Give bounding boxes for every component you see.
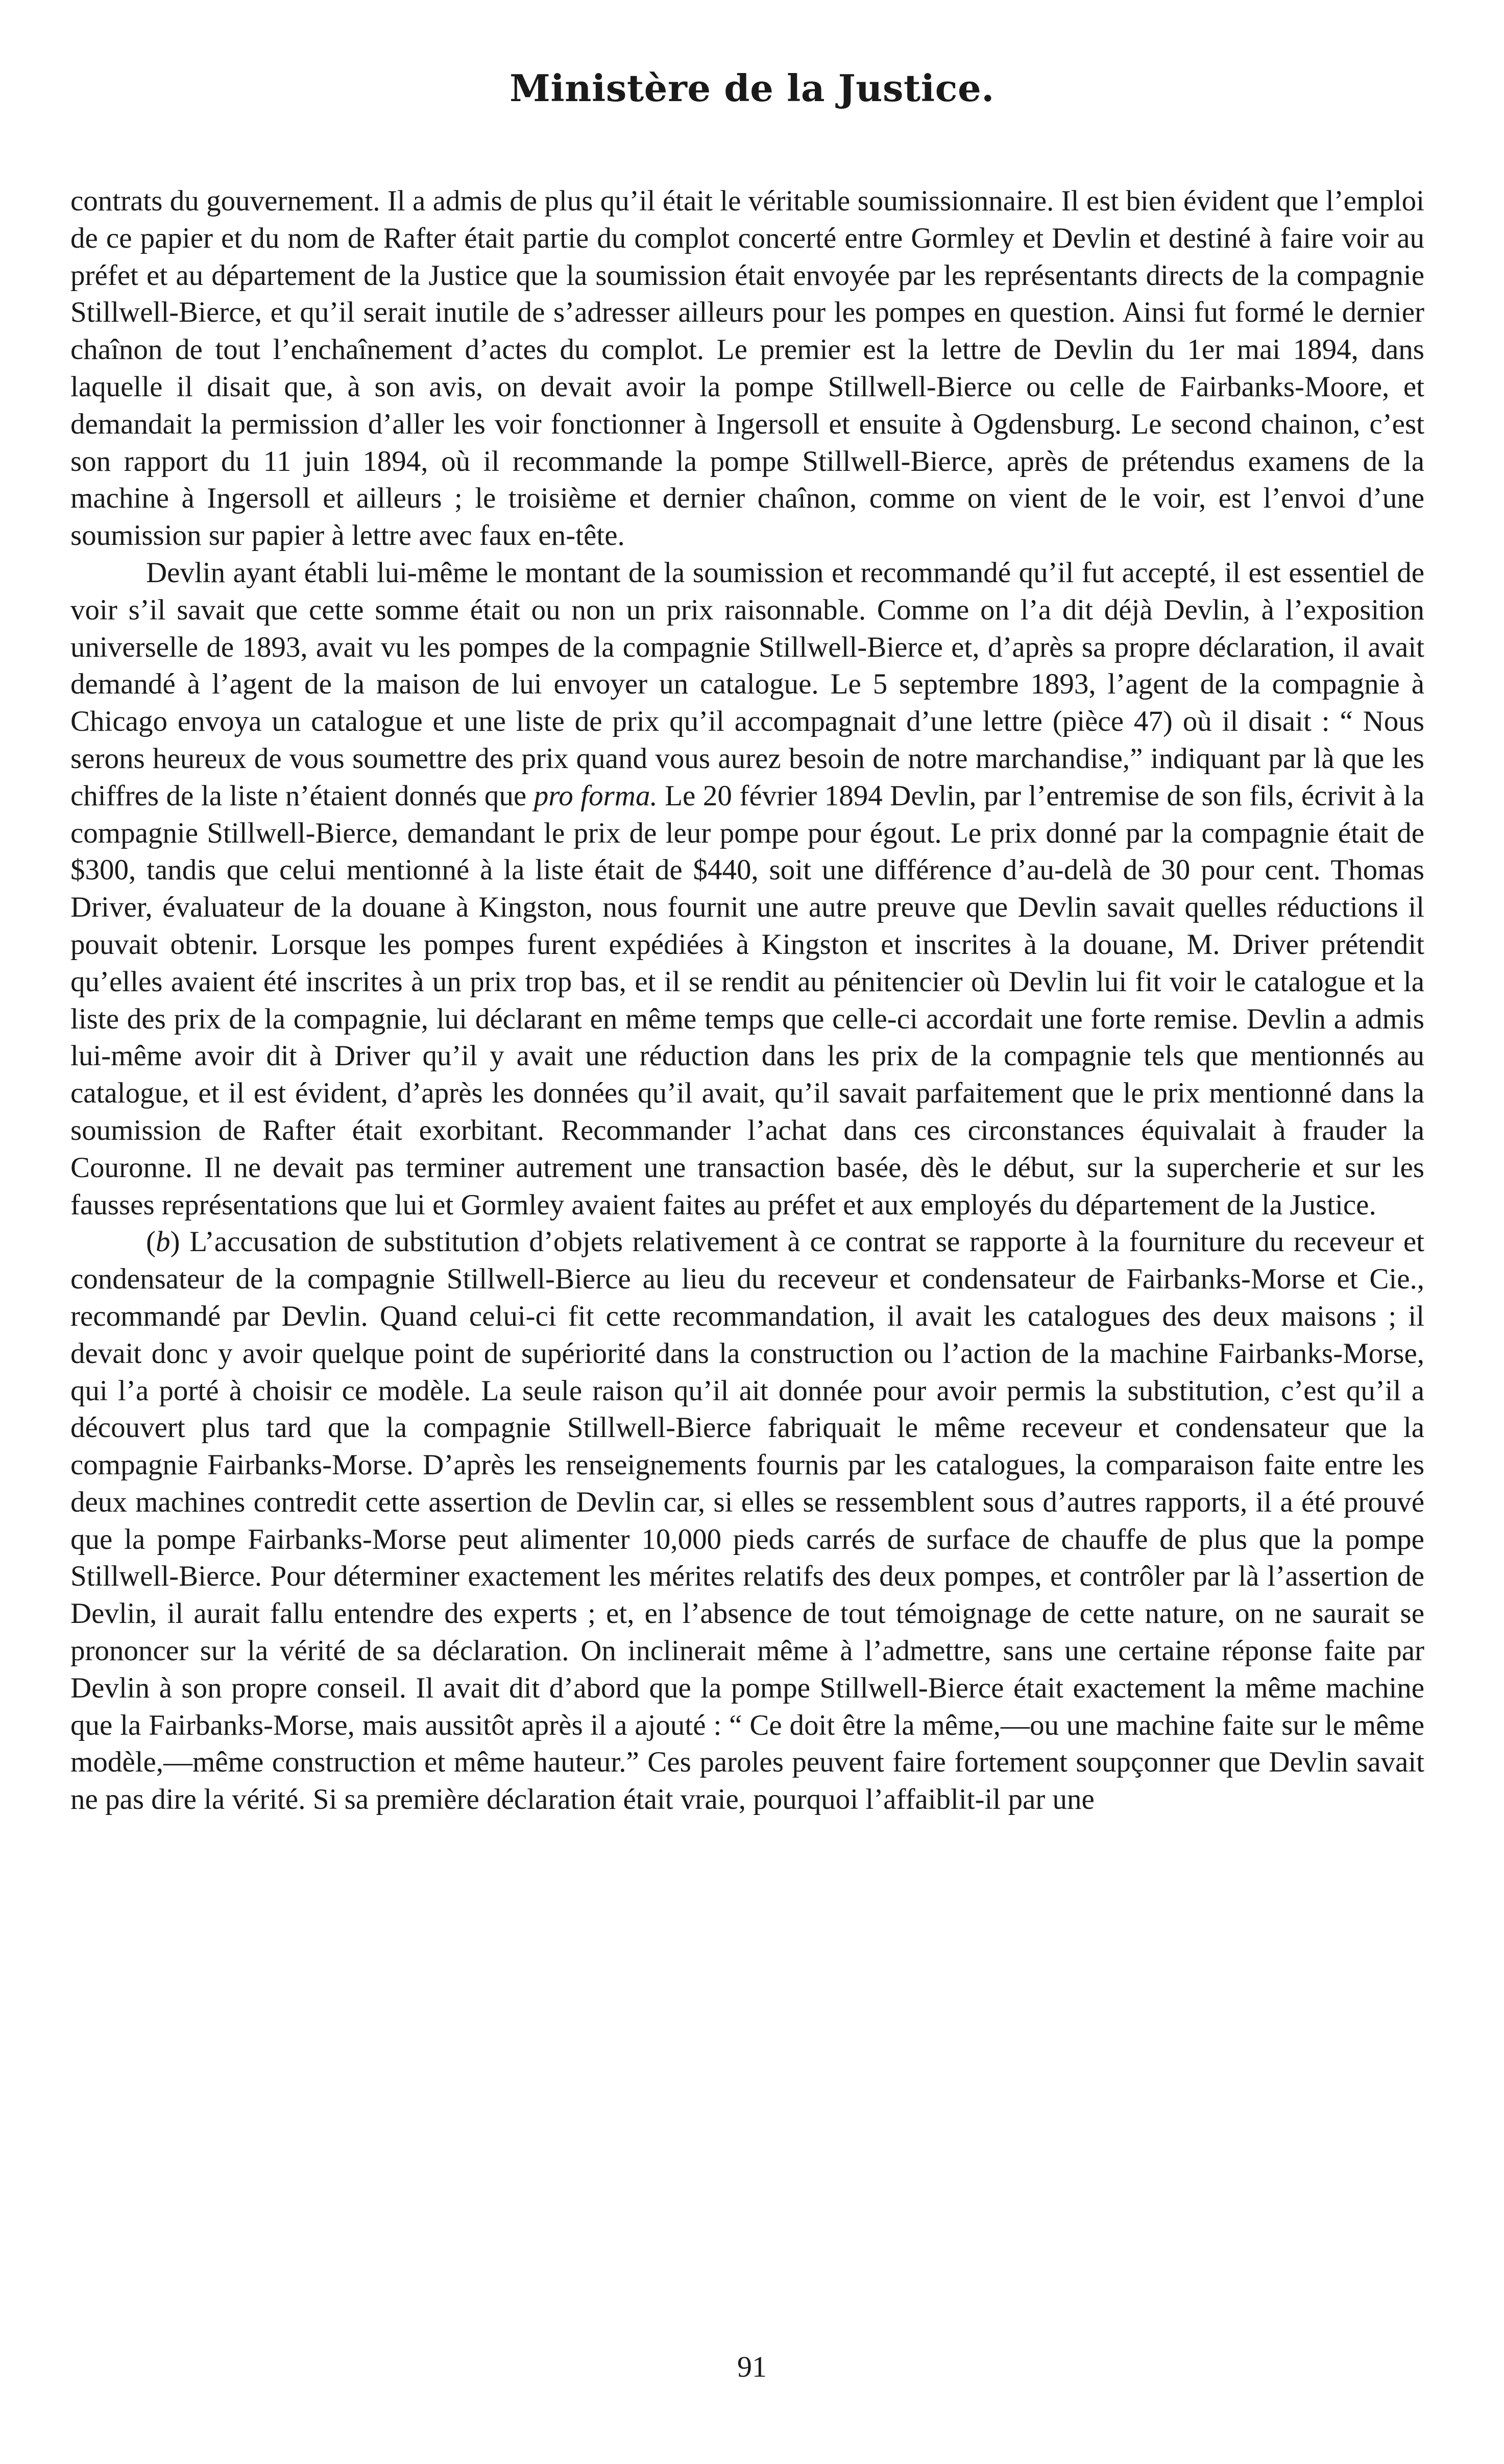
paragraph-2-text-a: Devlin ayant établi lui-même le montant de la soumission et recommandé qu’il fut accepté, il est essentiel de voir s’il savait que cette somme était ou non un prix raisonnable. Comme on l’a dit déjà Devlin, à l’exposition universelle de 1893, avait vu les pompes de la compagnie Stillwell-Bierce et, d’après sa propre déclaration, il avait demandé à l’agent de la maison de lui envoyer un catalogue. Le 5 septembre 1893, l’agent de la compagnie à Chicago envoya un catalogue et une liste de prix qu’il accompagnait d’une lettre (pièce 47) où il disait : “ Nous serons heureux de vous soumettre des prix quand vous aurez besoin de notre marchandise,” indiquant par là que les chiffres de la liste n’étaient donnés que (70, 556, 1424, 812)
page-title: Ministère de la Justice. (510, 66, 994, 110)
paragraph-3 (70, 1224, 1424, 1819)
paragraph-3-text: L’accusation de substitution d’objets relativement à ce contrat se rapporte à la fourniture du receveur et condensateur de la compagnie Stillwell-Bierce au lieu du receveur et condensateur de Fairbanks-Morse et Cie., recommandé par Devlin. Quand celui-ci fit cette recommandation, il avait les catalogues des deux maisons ; il devait donc y avoir quelque point de supériorité dans la construction ou l’action de la machine Fairbanks-Morse, qui l’a porté à choisir ce modèle. La seule raison qu’il ait donnée pour avoir permis la substitution, c’est qu’il a découvert plus tard que la compagnie Stillwell-Bierce fabriquait le même receveur et condensateur que la compagnie Fairbanks-Morse. D’après les renseignements fournis par les catalogues, la comparaison faite entre les deux machines contredit cette assertion de Devlin car, si elles se ressemblent sous d’autres rapports, il a été prouvé que la pompe Fairbanks-Morse peut alimenter 10,000 pieds carrés de surface de chauffe de plus que la pompe Stillwell-Bierce. Pour déterminer exactement les mérites relatifs des deux pompes, et contrôler par là l’assertion de Devlin, il aurait fallu entendre des experts ; et, en l’absence de tout témoignage de cette nature, on ne saurait se prononcer sur la vérité de sa déclaration. On inclinerait même à l’admettre, sans une certaine réponse faite par Devlin à son propre conseil. Il avait dit d’abord que la pompe Stillwell-Bierce était exactement la même machine que la Fairbanks-Morse, mais aussitôt après il a ajouté : “ Ce doit être la même,—ou une machine faite sur le même modèle,—même construction et même hauteur.” Ces paroles peuvent faire fortement soupçonner que Devlin savait ne pas dire la vérité. Si sa première déclaration était vraie, pourquoi l’affaiblit-il par une (70, 1226, 1425, 1816)
paragraph-2 (70, 555, 1424, 1224)
page-body (70, 183, 1424, 1819)
paragraph-3-marker: (b) (146, 1226, 180, 1258)
page-number: 91 (737, 2350, 767, 2383)
paragraph-2-text-b: Le 20 février 1894 Devlin, par l’entremise de son fils, écrivit à la compagnie Stillwell-Bierce, demandant le prix de leur pompe pour égout. Le prix donné par la compagnie était de $300, tandis que celui mentionné à la liste était de $440, soit une différence d’au-delà de 30 pour cent. Thomas Driver, évaluateur de la douane à Kingston, nous fournit une autre preuve que Devlin savait quelles réductions il pouvait obtenir. Lorsque les pompes furent expédiées à Kingston et inscrites à la douane, M. Driver prétendit qu’elles avaient été inscrites à un prix trop bas, et il se rendit au pénitencier où Devlin lui fit voir le catalogue et la liste des prix de la compagnie, lui déclarant en même temps que celle-ci accordait une forte remise. Devlin a admis lui-même avoir dit à Driver qu’il y avait une réduction dans les prix de la compagnie tels que mentionnés au catalogue, et il est évident, d’après les données qu’il avait, qu’il savait parfaitement que le prix mentionné dans la soumission de Rafter était exorbitant. Recommander l’achat dans ces circonstances équivalait à frauder la Couronne. Il ne devait pas terminer autrement une transaction basée, dès le début, sur la supercherie et sur les fausses représentations que lui et Gormley avaient faites au préfet et aux employés du département de la Justice. (70, 779, 1424, 1221)
paragraph-2-italic-term: pro forma. (533, 779, 658, 812)
paragraph-1: contrats du gouvernement. Il a admis de plus qu’il était le véritable soumissionnaire. Il est bien évident que l’emploi de ce papier et du nom de Rafter était partie du complot concerté entre Gormley et Devlin et destiné à faire voir au préfet et au département de la Justice que la soumission était envoyée par les représentants directs de la compagnie Stillwell-Bierce, et qu’il serait inutile de s’adresser ailleurs pour les pompes en question. Ainsi fut formé le dernier chaînon de tout l’enchaînement d’actes du complot. Le premier est la lettre de Devlin du 1er mai 1894, dans laquelle il disait que, à son avis, on devait avoir la pompe Stillwell-Bierce ou celle de Fairbanks-Moore, et demandait la permission d’aller les voir fonctionner à Ingersoll et ensuite à Ogdensburg. Le second chainon, c’est son rapport du 11 juin 1894, où il recommande la pompe Stillwell-Bierce, après de prétendus examens de la machine à Ingersoll et ailleurs ; le troisième et dernier chaînon, comme on vient de le voir, est l’envoi d’une soumission sur papier à lettre avec faux en-tête. (70, 185, 1424, 552)
running-header (0, 66, 1504, 110)
